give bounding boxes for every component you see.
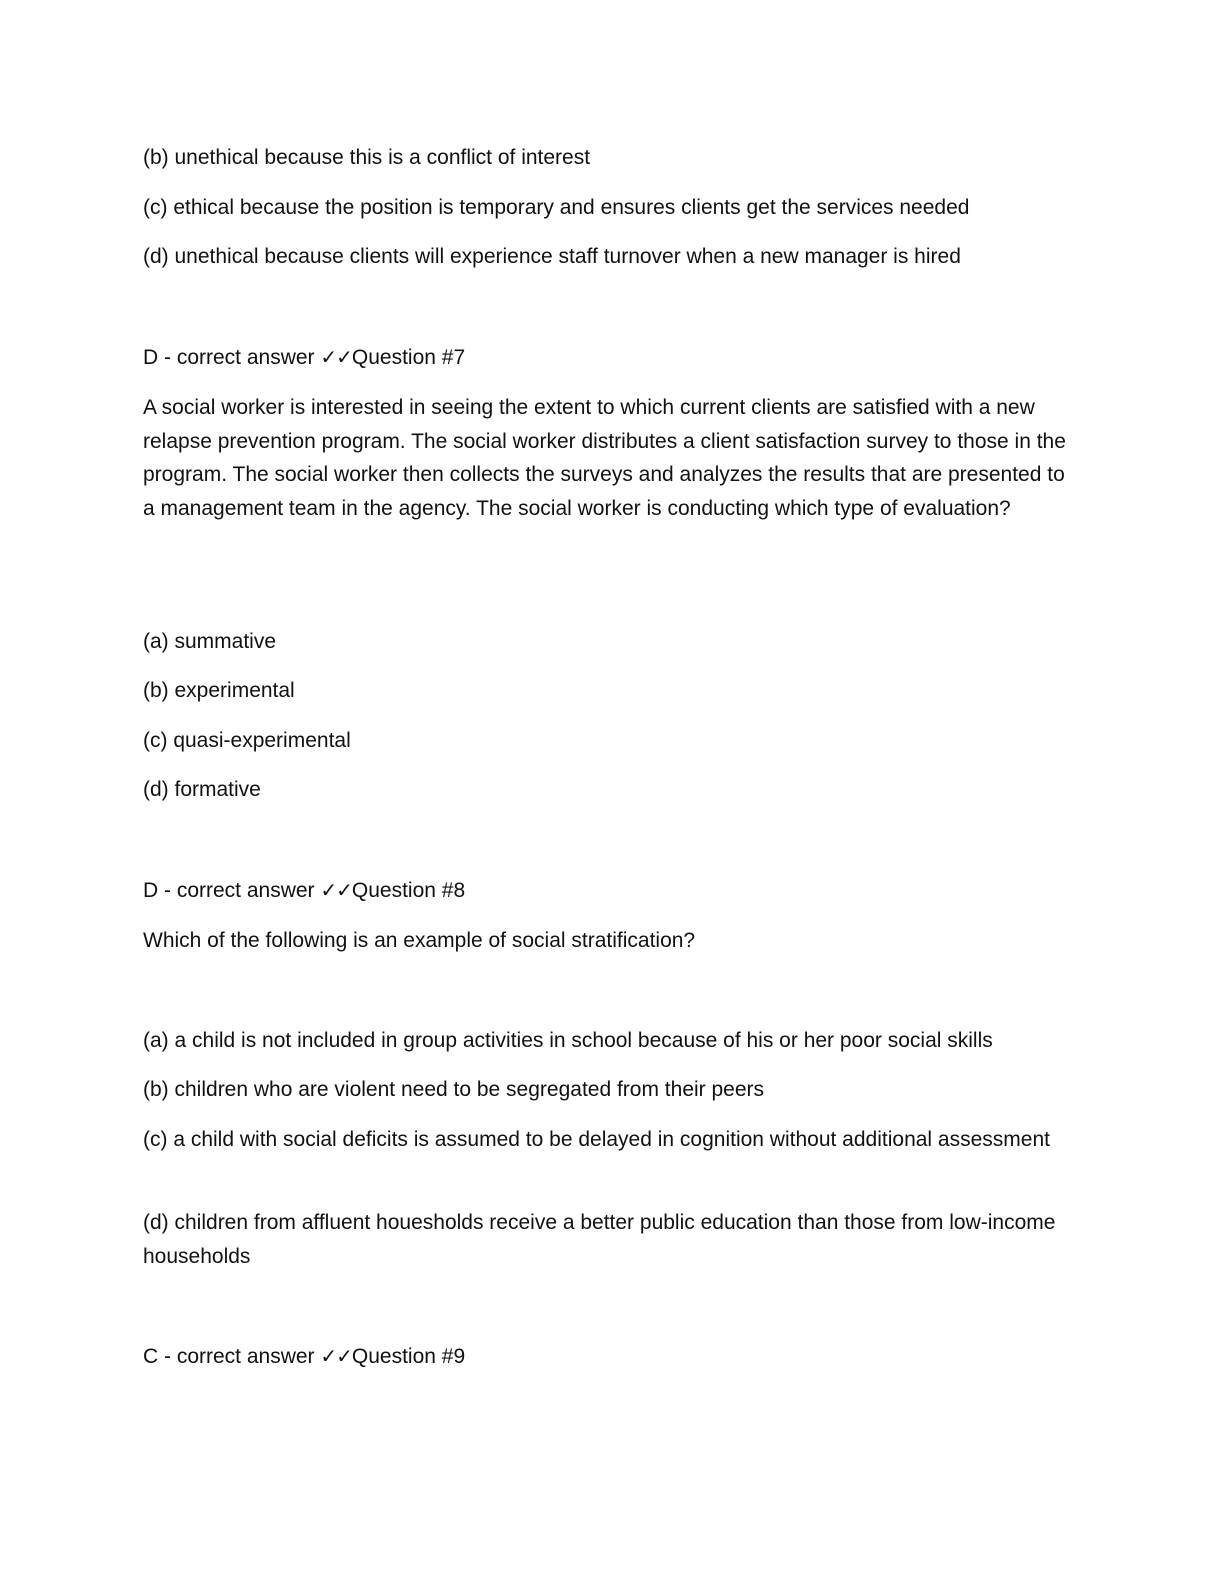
q8-option-a: (a) a child is not included in group activities in school because of his or her poor social skills: [143, 1029, 993, 1052]
q8-header: [143, 874, 1073, 908]
q7-checkmark-icon: ✓✓: [320, 345, 352, 369]
q6-option-c: (c) ethical because the position is temporary and ensures clients get the services needed: [143, 196, 970, 219]
q7-option-b: (b) experimental: [143, 679, 295, 702]
q7-header: [143, 341, 1073, 375]
q6-option-d: (d) unethical because clients will experience staff turnover when a new manager is hired: [143, 245, 961, 268]
q7-option-d: (d) formative: [143, 778, 261, 801]
q8-question-label: Question #8: [351, 879, 466, 902]
q9-question-label: Question #9: [351, 1345, 466, 1368]
q8-answer-label: D - correct answer: [143, 879, 321, 902]
q8-option-d: (d) children from affluent houesholds receive a better public education than those from low-income households: [143, 1211, 1056, 1268]
q8-checkmark-icon: ✓✓: [320, 878, 352, 902]
q9-checkmark-icon: ✓✓: [320, 1344, 352, 1368]
q9-header: [143, 1340, 1073, 1374]
q7-option-c: (c) quasi-experimental: [143, 729, 351, 752]
q6-option-b: (b) unethical because this is a conflict of interest: [143, 146, 591, 169]
q7-answer-label: D - correct answer: [143, 346, 321, 369]
q9-answer-label: C - correct answer: [143, 1345, 321, 1368]
q7-question-text: A social worker is interested in seeing the extent to which current clients are satisfied with a new relapse prevention program. The social worker distributes a client satisfaction survey to those in the program. The social worker then collects the surveys and analyzes the results that are presented to a management team in the agency. The social worker is conducting which type of evaluation?: [143, 396, 1066, 520]
q7-option-a: (a) summative: [143, 630, 277, 653]
q7-question-label: Question #7: [351, 346, 466, 369]
q8-question-text: Which of the following is an example of social stratification?: [143, 929, 696, 952]
q8-option-c: (c) a child with social deficits is assumed to be delayed in cognition without additional assessment: [143, 1128, 1050, 1151]
q8-option-b: (b) children who are violent need to be segregated from their peers: [143, 1078, 765, 1101]
